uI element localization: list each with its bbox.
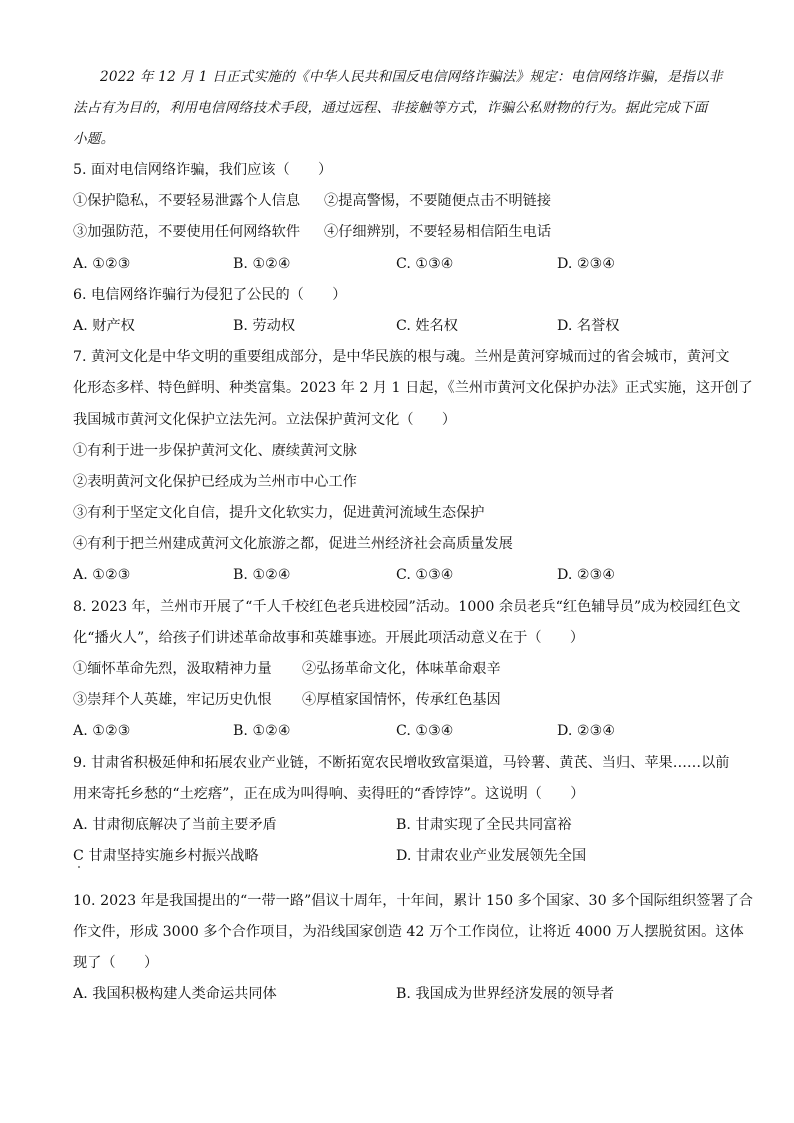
q9-option-b: B. 甘肃实现了全民共同富裕 [396,817,572,833]
q7-statement-3: ③有利于坚定文化自信，提升文化软实力，促进黄河流域生态保护 [73,505,485,521]
question-9-line-2: 用来寄托乡愁的“土疙瘩”，正在成为叫得响、卖得旺的“香饽饽”。这说明（ ） [73,786,585,802]
q9-option-d: D. 甘肃农业产业发展领先全国 [396,848,587,864]
q7-option-d: D. ②③④ [557,567,616,583]
q6-option-d: D. 名誉权 [557,318,620,334]
q6-option-c: C. 姓名权 [396,318,458,334]
question-7-line-3: 我国城市黄河文化保护立法先河。立法保护黄河文化（ ） [73,412,457,428]
q7-option-a: A. ①②③ [73,567,131,583]
q10-option-a: A. 我国积极构建人类命运共同体 [73,986,277,1002]
q5-option-c: C. ①③④ [396,256,454,272]
q8-option-d: D. ②③④ [557,723,616,739]
q7-option-c: C. ①③④ [396,567,454,583]
q5-statement-4: ④仔细辨别，不要轻易相信陌生电话 [324,224,552,240]
q9-option-a: A. 甘肃彻底解决了当前主要矛盾 [73,817,277,833]
q5-option-b: B. ①②④ [233,256,291,272]
q5-statement-3: ③加强防范，不要使用任何网络软件 [73,224,301,240]
q5-option-d: D. ②③④ [557,256,616,272]
q8-statement-3: ③崇拜个人英雄，牢记历史仇恨 [73,692,272,708]
q8-option-a: A. ①②③ [73,723,131,739]
q8-option-b: B. ①②④ [233,723,291,739]
stray-mark [78,866,80,868]
q7-statement-1: ①有利于进一步保护黄河文化、赓续黄河文脉 [73,443,357,459]
question-6-stem: 6. 电信网络诈骗行为侵犯了公民的（ ） [73,287,347,303]
intro-line-1: 2022 年 12 月 1 日正式实施的《中华人民共和国反电信网络诈骗法》规定：电信网络诈骗，是指以非 [100,69,723,85]
q5-option-a: A. ①②③ [73,256,131,272]
q8-statement-2: ②弘扬革命文化，体味革命艰辛 [302,661,501,677]
q10-option-b: B. 我国成为世界经济发展的领导者 [396,986,615,1002]
q8-statement-4: ④厚植家国情怀，传承红色基因 [302,692,501,708]
q5-statement-1: ①保护隐私，不要轻易泄露个人信息 [73,193,301,209]
q5-statement-2: ②提高警惕，不要随便点击不明链接 [324,193,552,209]
question-8-line-1: 8. 2023 年，兰州市开展了“千人千校红色老兵进校园”活动。1000 余员老兵“红色辅导员”成为校园红色文 [73,599,741,615]
q7-statement-2: ②表明黄河文化保护已经成为兰州市中心工作 [73,474,357,490]
question-10-line-3: 现了（ ） [73,955,159,971]
q8-option-c: C. ①③④ [396,723,454,739]
question-7-line-2: 化形态多样、特色鲜明、种类富集。2023 年 2 月 1 日起，《兰州市黄河文化保护办法》正式实施，这开创了 [73,380,753,396]
q7-option-b: B. ①②④ [233,567,291,583]
q6-option-b: B. 劳动权 [233,318,296,334]
intro-line-3: 小题。 [73,131,115,147]
intro-line-2: 法占有为目的，利用电信网络技术手段，通过远程、非接触等方式，诈骗公私财物的行为。据此完成下面 [73,100,708,116]
q8-statement-1: ①缅怀革命先烈，汲取精神力量 [73,661,272,677]
question-10-line-1: 10. 2023 年是我国提出的“一带一路”倡议十周年，十年间，累计 150 多个国家、30 多个国际组织签署了合 [73,893,753,909]
question-8-line-2: 化“播火人”，给孩子们讲述革命故事和英雄事迹。开展此项活动意义在于（ ） [73,630,585,646]
question-5-stem: 5. 面对电信网络诈骗，我们应该（ ） [73,162,333,178]
question-10-line-2: 作文件，形成 3000 多个合作项目，为沿线国家创造 42 万个工作岗位，让将近 4000 万人摆脱贫困。这体 [73,924,744,940]
question-7-line-1: 7. 黄河文化是中华文明的重要组成部分，是中华民族的根与魂。兰州是黄河穿城而过的省会城市，黄河文 [73,349,730,365]
q9-option-c: C 甘肃坚持实施乡村振兴战略 [73,848,259,864]
q6-option-a: A. 财产权 [73,318,135,334]
q7-statement-4: ④有利于把兰州建成黄河文化旅游之都，促进兰州经济社会高质量发展 [73,536,513,552]
question-9-line-1: 9. 甘肃省积极延伸和拓展农业产业链，不断拓宽农民增收致富渠道，马铃薯、黄芪、当归、苹果……以前 [73,755,730,771]
